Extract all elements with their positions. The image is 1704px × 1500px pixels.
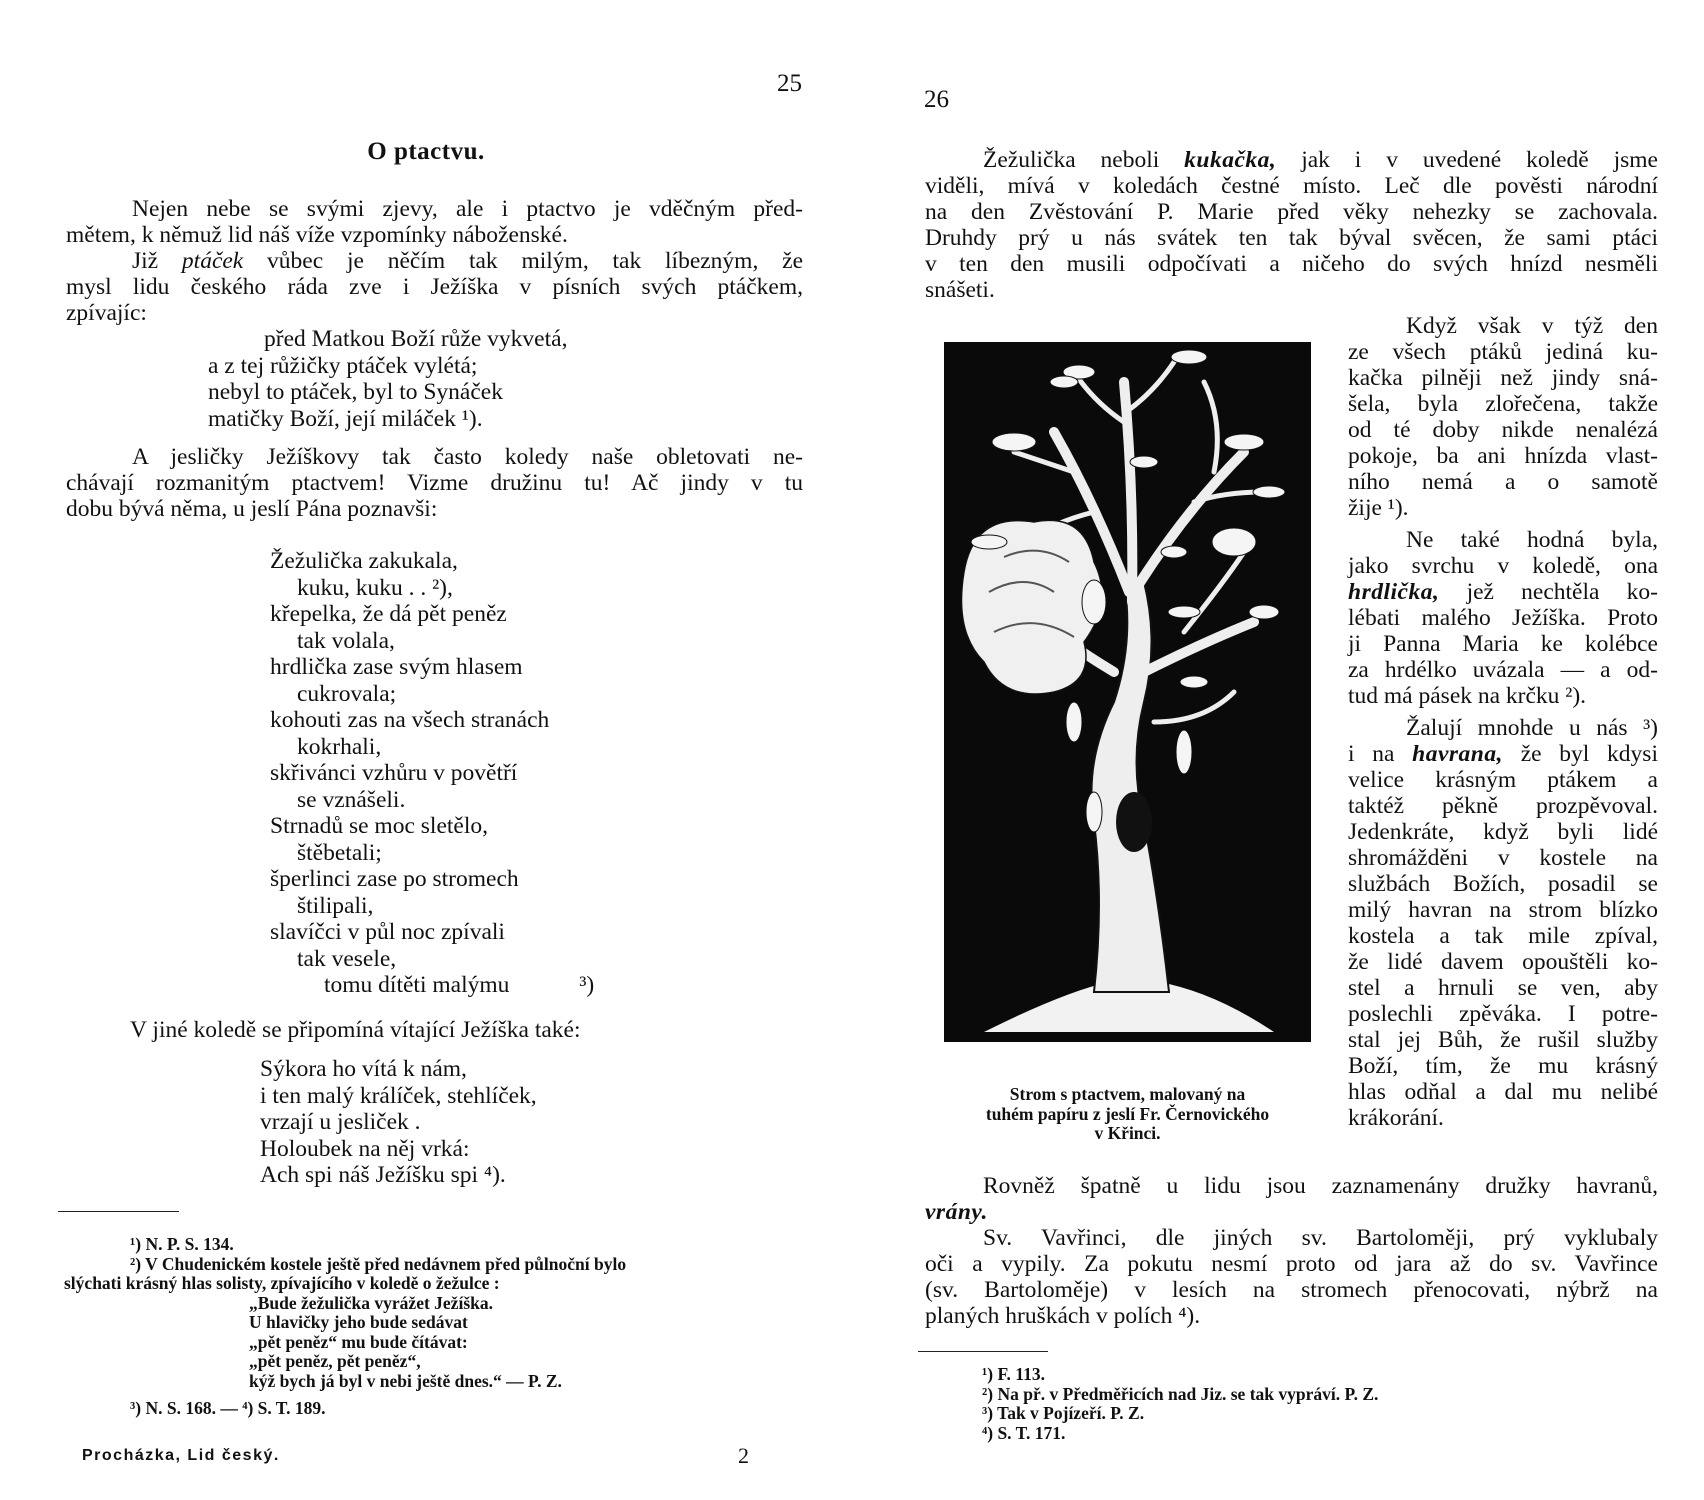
verse-block xyxy=(270,548,594,999)
text-line: službách Božích, posadil se xyxy=(1348,871,1658,897)
verse-line: i ten malý králíček, stehlíček, xyxy=(260,1082,537,1109)
chapter-title: O ptactvu. xyxy=(367,138,485,165)
text-line: A jesličky Ježíškovy tak často koledy naše obletovati ne- xyxy=(132,444,803,470)
text-line: V jiné koledě se připomíná vítající Ježíška také: xyxy=(130,1017,581,1043)
text-line: Boží, tím, že mu krásný xyxy=(1348,1053,1658,1079)
emphasis: ptáček xyxy=(181,248,244,274)
text-line: viděli, mívá v koledách čestné místo. Leč dle pověsti národní xyxy=(925,173,1658,199)
text-line: oči a vypily. Za pokutu nesmí proto od jara až do sv. Vavřince xyxy=(925,1251,1658,1277)
footnote-quote: U hlavičky jeho bude sedávat xyxy=(249,1312,468,1332)
verse-line: se vznášeli. xyxy=(297,786,406,813)
text-line: Žežulička neboli kukačka, jak i v uvedené koledě jsme xyxy=(983,147,1658,173)
verse-line: Sýkora ho vítá k nám, xyxy=(260,1056,467,1082)
verse-line: skřivánci vzhůru v povětří xyxy=(270,760,518,786)
signature-mark: Procházka, Lid český. xyxy=(82,1447,280,1464)
text-line: taktéž pěkně prozpěvoval. xyxy=(1348,793,1658,819)
footnote: ¹) F. 113. xyxy=(982,1364,1045,1384)
verse-line: Žežulička zakukala, xyxy=(270,548,458,574)
footnote-quote: kýž bych já byl v nebi ještě dnes.“ — P. Z. xyxy=(249,1370,562,1391)
footnote-rule xyxy=(58,1211,179,1212)
verse-line: šperlinci zase po stromech xyxy=(270,866,519,892)
paragraph xyxy=(66,196,803,248)
text-line: od té doby nikde nenalézá xyxy=(1348,417,1658,443)
text-line: kostela a tak mile zpíval, xyxy=(1348,923,1658,949)
page-number: 25 xyxy=(777,70,802,97)
verse-line: Strnadů se moc sletělo, xyxy=(270,813,488,839)
footnote: ²) Na př. v Předměřicích nad Jiz. se tak vypráví. P. Z. xyxy=(982,1383,1379,1404)
verse-line: křepelka, že dá pět peněz xyxy=(270,601,507,627)
text-line: mětem, k němuž lid náš víže vzpomínky náboženské. xyxy=(66,222,568,248)
paragraph xyxy=(925,147,1658,303)
verse-line: kokrhali, xyxy=(297,733,382,760)
verse-block xyxy=(260,1056,537,1189)
text-line: lébati malého Ježíška. Proto xyxy=(1348,605,1658,631)
footnote: ¹) N. P. S. 134. xyxy=(130,1234,234,1254)
footnote-ref: ³) xyxy=(579,972,595,998)
paragraph xyxy=(66,444,803,522)
text-line: krákorání. xyxy=(1348,1105,1444,1131)
text-line: žije ¹). xyxy=(1348,495,1409,521)
verse-line: hrdlička zase svým hlasem xyxy=(270,654,523,680)
text-line: na den Zvěstování P. Marie před věky nehezky se zachovala. xyxy=(925,199,1658,225)
text-line xyxy=(925,1199,1658,1225)
text-line: za hrdélko uvázala — a od- xyxy=(1348,657,1658,683)
text-line: tud má pásek na krčku ²). xyxy=(1348,683,1587,709)
emphasis: vrány. xyxy=(925,1199,988,1225)
verse-line: vrzají u jesliček . xyxy=(260,1109,421,1135)
text-line: kačka pilněji než jindy sná- xyxy=(1348,365,1658,391)
text-line: šela, byla zlořečena, takže xyxy=(1348,391,1658,417)
text-line: Druhdy prý u nás svátek ten tak býval svěcen, že sami ptáci xyxy=(925,225,1658,251)
tree-drawing xyxy=(944,342,1311,1042)
text-line: stal jej Bůh, že rušil služby xyxy=(1348,1027,1658,1053)
bird-tree-illustration xyxy=(944,342,1311,1042)
footnote-quote: „pět peněz“ mu bude čítávat: xyxy=(249,1331,468,1352)
footnote: slýchati krásný hlas solisty, zpívajícího v koledě o žežulce : xyxy=(64,1273,500,1293)
text-line: ního nemá a o samotě xyxy=(1348,469,1658,495)
footnote-quote: „pět peněz, pět peněz“, xyxy=(249,1351,421,1371)
verse-line: matičky Boží, její miláček ¹). xyxy=(208,405,483,432)
text-line: Již ptáček vůbec je něčím tak milým, tak líbezným, že xyxy=(132,248,803,274)
verse-line: a z tej růžičky ptáček vylétá; xyxy=(208,352,478,379)
text-line: milý havran na strom blízko xyxy=(1348,897,1658,923)
text-line: Když však v týž den xyxy=(1406,313,1658,339)
paragraph xyxy=(66,248,803,326)
footnote-quote: „Bude žežulička vyrážet Ježíška. xyxy=(249,1292,493,1313)
text-line: Rovněž špatně u lidu jsou zaznamenány družky havranů, xyxy=(983,1173,1658,1199)
footnote: ²) V Chudenickém kostele ještě před nedávnem před půlnoční bylo xyxy=(130,1253,627,1274)
text-line: (sv. Bartoloměje) v lesích na stromech přenocovati, nýbrž na xyxy=(925,1277,1658,1303)
verse-line: slavíčci v půl noc zpívali xyxy=(270,919,505,945)
emphasis: havrana, xyxy=(1412,741,1503,767)
page-number: 26 xyxy=(924,86,949,113)
verse-line: Ach spi náš Ježíšku spi ⁴). xyxy=(260,1162,506,1188)
footnote: ⁴) S. T. 171. xyxy=(982,1422,1066,1443)
text-line: dobu bývá něma, u jeslí Pána poznavši: xyxy=(66,496,438,522)
text-line: že lidé davem opouštěli ko- xyxy=(1348,949,1658,975)
caption-line: v Křinci. xyxy=(1094,1123,1161,1143)
text-line: i na havrana, že byl kdysi xyxy=(1348,741,1658,767)
footnote: ³) N. S. 168. — ⁴) S. T. 189. xyxy=(130,1398,326,1418)
text-line: velice krásným ptákem a xyxy=(1348,767,1658,793)
verse-line: kuku, kuku . . ²), xyxy=(297,574,453,601)
caption-line: tuhém papíru z jeslí Fr. Černovického xyxy=(985,1103,1270,1124)
text-line: Ne také hodná byla, xyxy=(1406,527,1658,553)
footnote: ³) Tak v Pojízeří. P. Z. xyxy=(982,1403,1145,1423)
figure-caption xyxy=(934,1085,1321,1144)
text-line: poslechli zpěváka. I potre- xyxy=(1348,1001,1658,1027)
verse-line: nebyl to ptáček, byl to Synáček xyxy=(208,379,503,405)
footnotes xyxy=(64,1235,824,1419)
verse-line: cukrovala; xyxy=(297,680,397,707)
text-line: v ten den musili odpočívati a ničeho do svých hnízd nesměli xyxy=(925,251,1658,277)
verse-line: tomu dítěti malýmu ³) xyxy=(324,972,595,998)
verse-line: Holoubek na něj vrká: xyxy=(260,1135,470,1162)
text-line: zpívajíc: xyxy=(66,300,147,326)
paragraph xyxy=(925,1173,1658,1225)
verse-line: štěbetali; xyxy=(297,839,382,866)
verse-line: tak volala, xyxy=(297,627,395,654)
verse-line: kohouti zas na všech stranách xyxy=(270,707,550,733)
emphasis: hrdlička, xyxy=(1348,579,1440,605)
paragraph xyxy=(925,1225,1658,1329)
text-line: hrdlička, jež nechtěla ko- xyxy=(1348,579,1658,605)
verse-block xyxy=(208,326,567,432)
footnote-rule xyxy=(918,1351,1048,1352)
text-line: Žalují mnohde u nás ³) xyxy=(1406,715,1658,741)
caption-line: Strom s ptactvem, malovaný na xyxy=(1009,1084,1246,1104)
sheet-number: 2 xyxy=(738,1443,749,1468)
text-line: Nejen nebe se svými zjevy, ale i ptactvo je vděčným před- xyxy=(132,196,803,222)
text-line: snášeti. xyxy=(925,277,995,303)
text-line: mysl lidu českého ráda zve i Ježíška v písních svých ptáčkem, xyxy=(66,274,803,300)
text-line: ze všech ptáků jediná ku- xyxy=(1348,339,1658,365)
verse-line: tak vesele, xyxy=(297,945,397,972)
side-column xyxy=(1348,313,1658,1131)
text-line: Jedenkráte, když byli lidé xyxy=(1348,819,1658,845)
text-line: jako svrchu v koledě, ona xyxy=(1348,553,1658,579)
text-line: chávají rozmanitým ptactvem! Vizme družinu tu! Ač jindy v tu xyxy=(66,470,803,496)
text-line: planých hruškách v polích ⁴). xyxy=(925,1303,1201,1329)
paragraph xyxy=(130,1017,830,1043)
text-line: shromážděni v kostele na xyxy=(1348,845,1658,871)
text-line: Sv. Vavřinci, dle jiných sv. Bartoloměji, prý vyklubaly xyxy=(983,1225,1658,1251)
text-line: pokoje, ba ani hnízda vlast- xyxy=(1348,443,1658,469)
text-line: stel a hrnuli se ven, aby xyxy=(1348,975,1658,1001)
right-page xyxy=(852,0,1704,1500)
footnotes xyxy=(982,1365,1662,1443)
emphasis: kukačka, xyxy=(1184,147,1277,173)
text-line: ji Panna Maria ke kolébce xyxy=(1348,631,1658,657)
text-line: hlas odňal a dal mu nelibé xyxy=(1348,1079,1658,1105)
verse-line: štilipali, xyxy=(297,892,374,919)
verse-line: před Matkou Boží růže vykvetá, xyxy=(264,326,568,352)
